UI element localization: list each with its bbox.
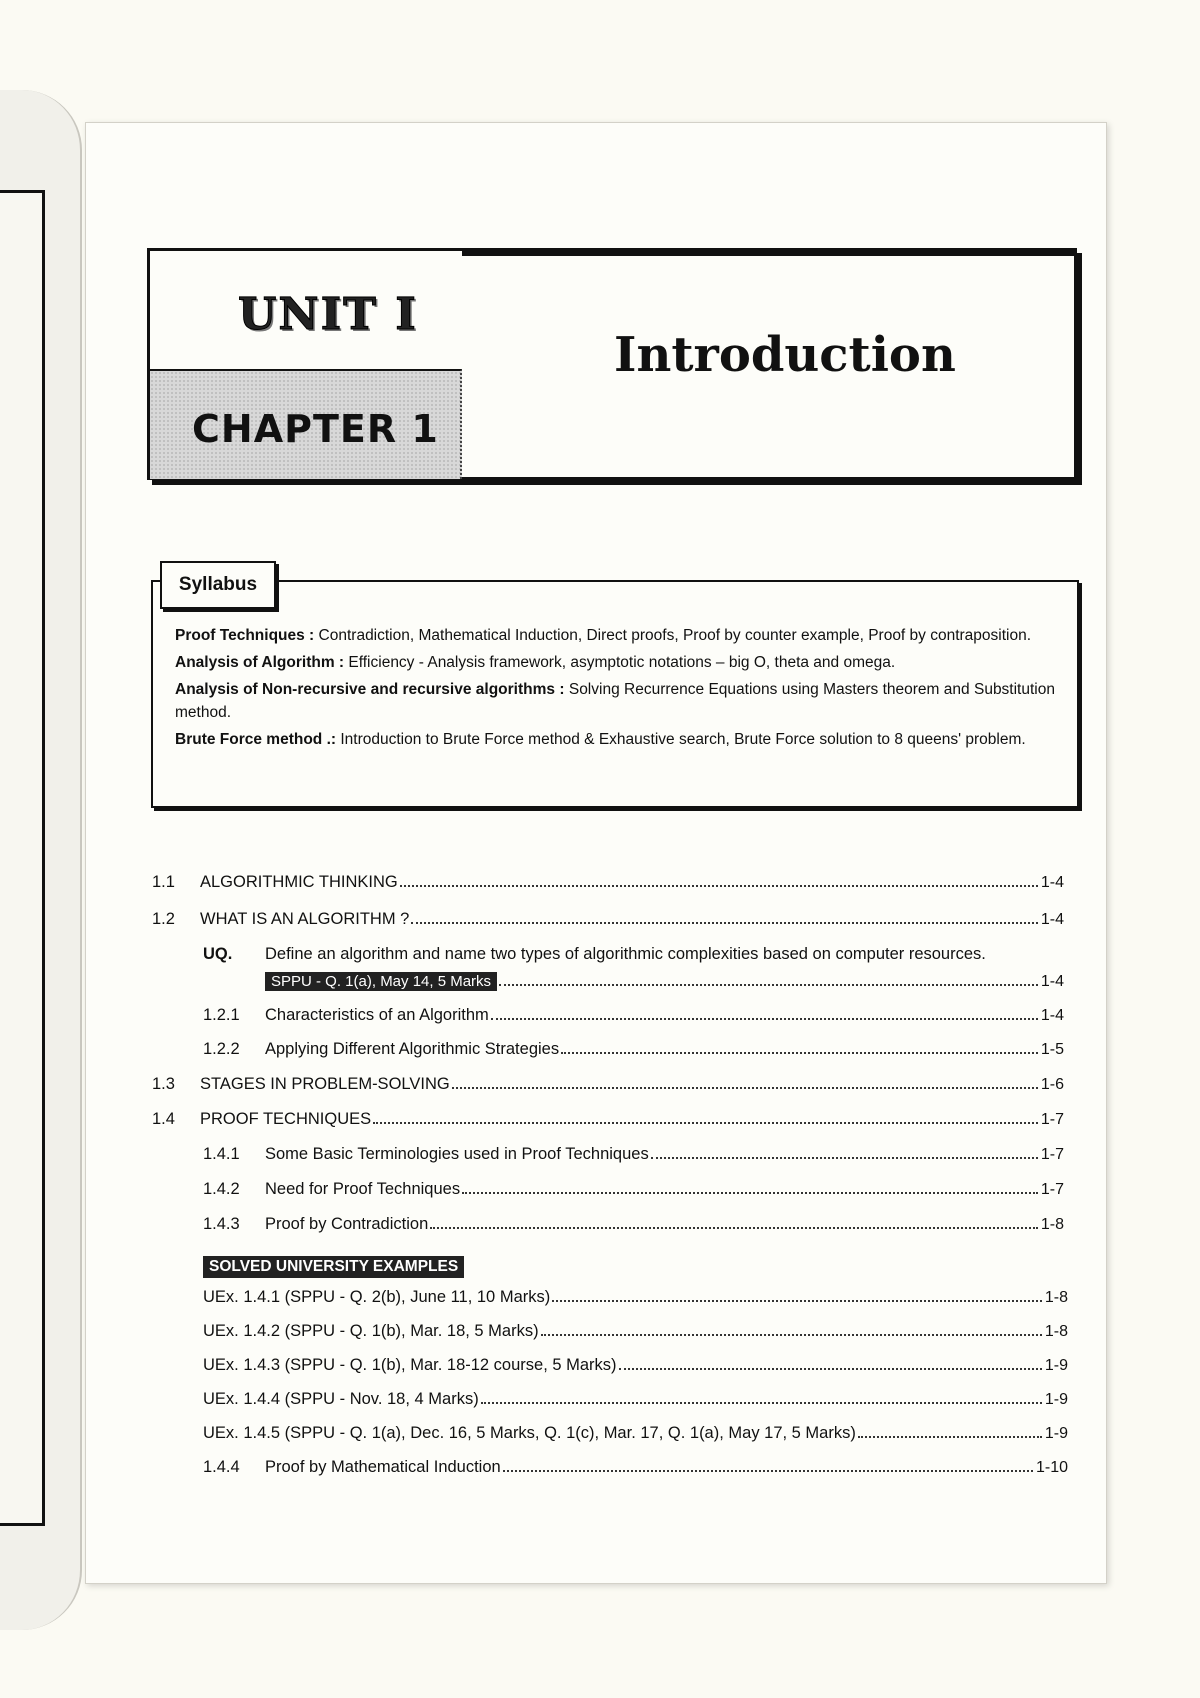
toc-entry: 1.1 ALGORITHMIC THINKING 1-4	[152, 873, 1064, 891]
uex-entry: UEx. 1.4.2 (SPPU - Q. 1(b), Mar. 18, 5 Marks) 1-8	[203, 1322, 1068, 1340]
uex-entry: UEx. 1.4.4 (SPPU - Nov. 18, 4 Marks) 1-9	[203, 1390, 1068, 1408]
toc-entry: 1.2 WHAT IS AN ALGORITHM ? 1-4	[152, 910, 1064, 928]
unit-label: UNIT I	[238, 289, 418, 340]
uex-entry: UEx. 1.4.1 (SPPU - Q. 2(b), June 11, 10 Marks) 1-8	[203, 1288, 1068, 1306]
chapter-title: Introduction	[614, 327, 956, 383]
toc-entry: 1.4.3 Proof by Contradiction 1-8	[203, 1215, 1064, 1233]
toc-entry: 1.4.4 Proof by Mathematical Induction 1-10	[203, 1458, 1068, 1476]
syllabus-item: Brute Force method .: Introduction to Brute Force method & Exhaustive search, Brute Force solution to 8 queens' problem.	[175, 731, 1026, 748]
syllabus-label: Syllabus	[160, 561, 276, 609]
toc-entry: 1.4.1 Some Basic Terminologies used in Proof Techniques 1-7	[203, 1145, 1064, 1163]
uq-badge-row: SPPU - Q. 1(a), May 14, 5 Marks 1-4	[265, 972, 1064, 991]
book-left-edge	[0, 90, 82, 1630]
toc-entry: 1.2.1 Characteristics of an Algorithm 1-4	[203, 1006, 1064, 1024]
toc-entry: 1.4 PROOF TECHNIQUES 1-7	[152, 1110, 1064, 1128]
syllabus-item: Proof Techniques : Contradiction, Mathematical Induction, Direct proofs, Proof by counter example, Proof by contraposition.	[175, 627, 1032, 644]
syllabus-item: Analysis of Non-recursive and recursive algorithms : Solving Recurrence Equations using Masters theorem and Substitution method.	[175, 681, 1055, 721]
sppu-badge: SPPU - Q. 1(a), May 14, 5 Marks	[265, 972, 497, 991]
uq-entry: UQ. Define an algorithm and name two types of algorithmic complexities based on computer resources.	[203, 945, 986, 963]
toc-entry: 1.2.2 Applying Different Algorithmic Strategies 1-5	[203, 1040, 1064, 1058]
toc-entry: 1.4.2 Need for Proof Techniques 1-7	[203, 1180, 1064, 1198]
syllabus-item: Analysis of Algorithm : Efficiency - Analysis framework, asymptotic notations – big O, theta and omega.	[175, 654, 896, 671]
syllabus-box	[151, 580, 1079, 808]
chapter-header	[147, 248, 1077, 480]
toc-entry: 1.3 STAGES IN PROBLEM-SOLVING 1-6	[152, 1075, 1064, 1093]
chapter-label: CHAPTER 1	[192, 407, 439, 451]
uex-entry: UEx. 1.4.5 (SPPU - Q. 1(a), Dec. 16, 5 Marks, Q. 1(c), Mar. 17, Q. 1(a), May 17, 5 Marks) 1-9	[203, 1424, 1068, 1442]
solved-examples-label: SOLVED UNIVERSITY EXAMPLES	[203, 1256, 464, 1278]
chapter-box	[150, 369, 462, 479]
previous-page-border	[0, 190, 45, 1526]
uex-entry: UEx. 1.4.3 (SPPU - Q. 1(b), Mar. 18-12 course, 5 Marks) 1-9	[203, 1356, 1068, 1374]
header-title-bar	[462, 248, 1074, 256]
